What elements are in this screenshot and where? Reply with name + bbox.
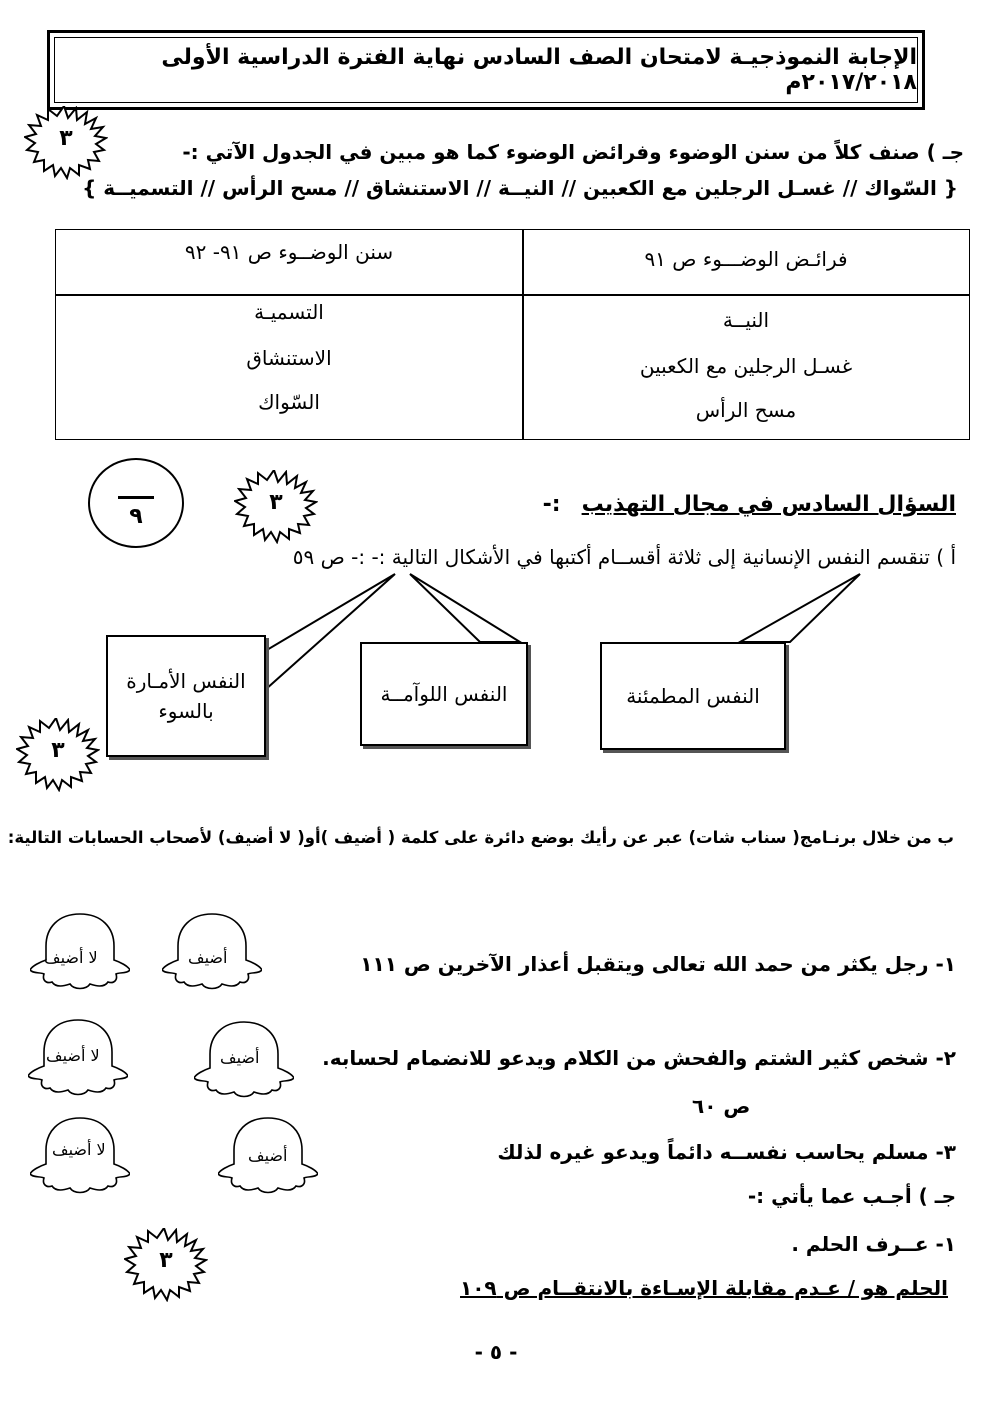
score-badge-3	[16, 718, 100, 792]
section-c-prompt: جـ ) صنف كلاً من سنن الوضوء وفرائض الوضوء كما هو مبين في الجدول الآتي :-	[182, 140, 964, 164]
table-cell: السّواك	[258, 390, 320, 414]
snapchat-add-3[interactable]	[218, 1110, 318, 1200]
part-c-text: جـ ) أجـب عما يأتي :-	[747, 1184, 956, 1208]
snapchat-add-2[interactable]	[194, 1014, 294, 1104]
account-2-text: ٢- شخص كثير الشتم والفحش من الكلام ويدعو للانضمام لحسابه.	[322, 1046, 956, 1070]
shape-self-reproaching-soul: النفس اللوآمــة	[360, 642, 528, 746]
question6-heading: السؤال السادس في مجال التهذيب	[581, 492, 956, 517]
question6-heading-suffix: :-	[542, 492, 561, 517]
page-ref-60: ص ٦٠	[692, 1094, 751, 1118]
part-b-text: ب من خلال برنـامج( سناب شات) عبر عن رأيك بوضع دائرة على كلمة ( أضيف )أو( لا أضيف) لأصحاب الحسابات التالية:	[7, 828, 954, 847]
dont-add-label: لا أضيف	[46, 1046, 100, 1065]
add-label: أضيف	[220, 1048, 260, 1067]
page-number: - ٥ -	[474, 1340, 518, 1364]
table-cell: غسـل الرجلين مع الكعبين	[639, 354, 853, 378]
snapchat-dont-add-2[interactable]	[28, 1012, 128, 1102]
badge-value: ٣	[159, 1248, 173, 1273]
table-cell: الاستنشاق	[246, 346, 332, 370]
table-cell: مسح الرأس	[695, 398, 797, 422]
section-c-options: { السّواك // غسـل الرجلين مع الكعبين // النيــة // الاستنشاق // مسح الرأس // التسميــة }	[82, 176, 958, 200]
add-label: أضيف	[248, 1146, 288, 1165]
item-1-question: ١- عــرف الحلم .	[791, 1232, 956, 1256]
shape-tranquil-soul: النفس المطمئنة	[600, 642, 786, 750]
account-3-text: ٣- مسلم يحاسب نفســه دائماً ويدعو غيره لذلك	[497, 1140, 956, 1164]
account-1-text: ١- رجل يكثر من حمد الله تعالى ويتقبل أعذار الآخرين ص ١١١	[360, 952, 956, 976]
dont-add-label: لا أضيف	[52, 1140, 106, 1159]
add-label: أضيف	[188, 948, 228, 967]
snapchat-add-1[interactable]	[162, 906, 262, 996]
badge-value: ٣	[59, 126, 73, 151]
table-header-sunnah: سنن الوضــوء ص ٩١- ٩٢	[184, 240, 394, 264]
answer-text: الحلم هو / عـدم مقابلة الإسـاءة بالانتقــام ص ١٠٩	[460, 1276, 948, 1300]
shape-commanding-soul: النفس الأمـارة بالسوء	[106, 635, 266, 757]
page-title: الإجابة النموذجيـة لامتحان الصف السادس نهاية الفترة الدراسية الأولى ٢٠١٧/٢٠١٨م	[54, 37, 918, 103]
snapchat-dont-add-3[interactable]	[30, 1110, 130, 1200]
snapchat-dont-add-1[interactable]	[30, 906, 130, 996]
table-header-obligatory: فرائـض الوضـــوء ص ٩١	[644, 247, 848, 271]
score-denominator: ٩	[129, 504, 143, 529]
score-badge-4	[124, 1228, 208, 1302]
dont-add-label: لا أضيف	[44, 948, 98, 967]
table-cell: النيــة	[722, 308, 770, 332]
badge-value: ٣	[269, 490, 283, 515]
table-cell: التسميـة	[254, 300, 324, 324]
badge-value: ٣	[51, 738, 65, 763]
part-a-text: أ ) تنقسم النفس الإنسانية إلى ثلاثة أقســام أكتبها في الأشكال التالية :- :- ص ٥٩	[292, 545, 956, 569]
